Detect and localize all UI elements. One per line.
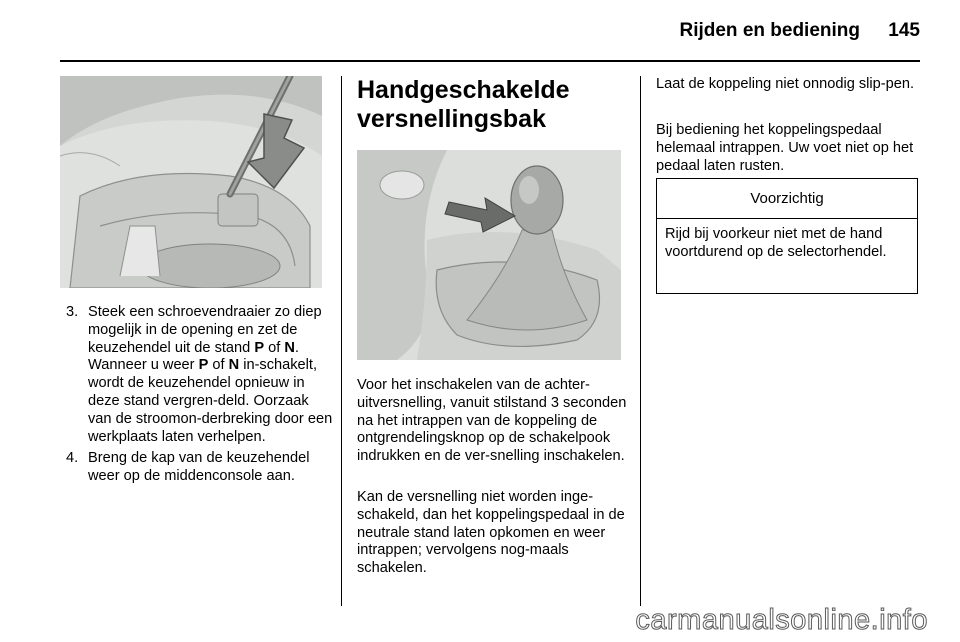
column-divider bbox=[341, 76, 342, 606]
instruction-steps bbox=[66, 304, 336, 490]
shift-retry-paragraph: Kan de versnelling niet worden inge-schakeld, dan het koppelingspedaal in de neutrale stand laten opkomen en weer intrappen; vervolgens nog-maals schakelen. bbox=[357, 489, 625, 577]
caution-text: Rijd bij voorkeur niet met de hand voortdurend op de selectorhendel. bbox=[665, 226, 887, 260]
watermark-logo: carmanualsonline.info bbox=[635, 604, 928, 636]
step-text: Breng de kap van de keuzehendel weer op de middenconsole aan. bbox=[88, 450, 310, 485]
column-divider bbox=[640, 76, 641, 606]
header-rule bbox=[60, 60, 920, 62]
clutch-slip-paragraph: Laat de koppeling niet onnodig slip-pen. bbox=[656, 76, 915, 92]
clutch-pedal-paragraph: Bij bediening het koppelingspedaal helemaal intrappen. Uw voet niet op het pedaal laten rusten. bbox=[656, 122, 914, 174]
list-item bbox=[66, 450, 336, 486]
reverse-gear-paragraph: Voor het inschakelen van de achter-uitversnelling, vanuit stilstand 3 seconden na het intrappen van de koppeling de ontgrendelingsknop op de schakelpook indrukken en de ver-snelling inschakelen. bbox=[357, 377, 627, 465]
caution-box bbox=[656, 178, 918, 294]
section-heading: Handgeschakelde versnellingsbak bbox=[357, 76, 570, 133]
page-header-title: Rijden en bediening bbox=[679, 20, 860, 41]
step-text: Steek een schroevendraaier zo diep mogelijk in de opening en zet de keuzehendel uit de stand P of N. Wanneer u weer P of N in-schakelt, wordt de keuzehendel opnieuw in deze stand vergren-deld. Oorzaak van de stroomon-derbreking door een werkplaats laten verhelpen. bbox=[88, 304, 333, 445]
step-number: 4. bbox=[66, 450, 79, 467]
step-number: 3. bbox=[66, 304, 79, 320]
caution-title: Voorzichtig bbox=[657, 179, 917, 219]
list-item bbox=[66, 304, 336, 446]
screwdriver-illustration bbox=[60, 76, 322, 288]
page-number: 145 bbox=[888, 20, 920, 41]
gear-lever-illustration bbox=[357, 150, 621, 360]
